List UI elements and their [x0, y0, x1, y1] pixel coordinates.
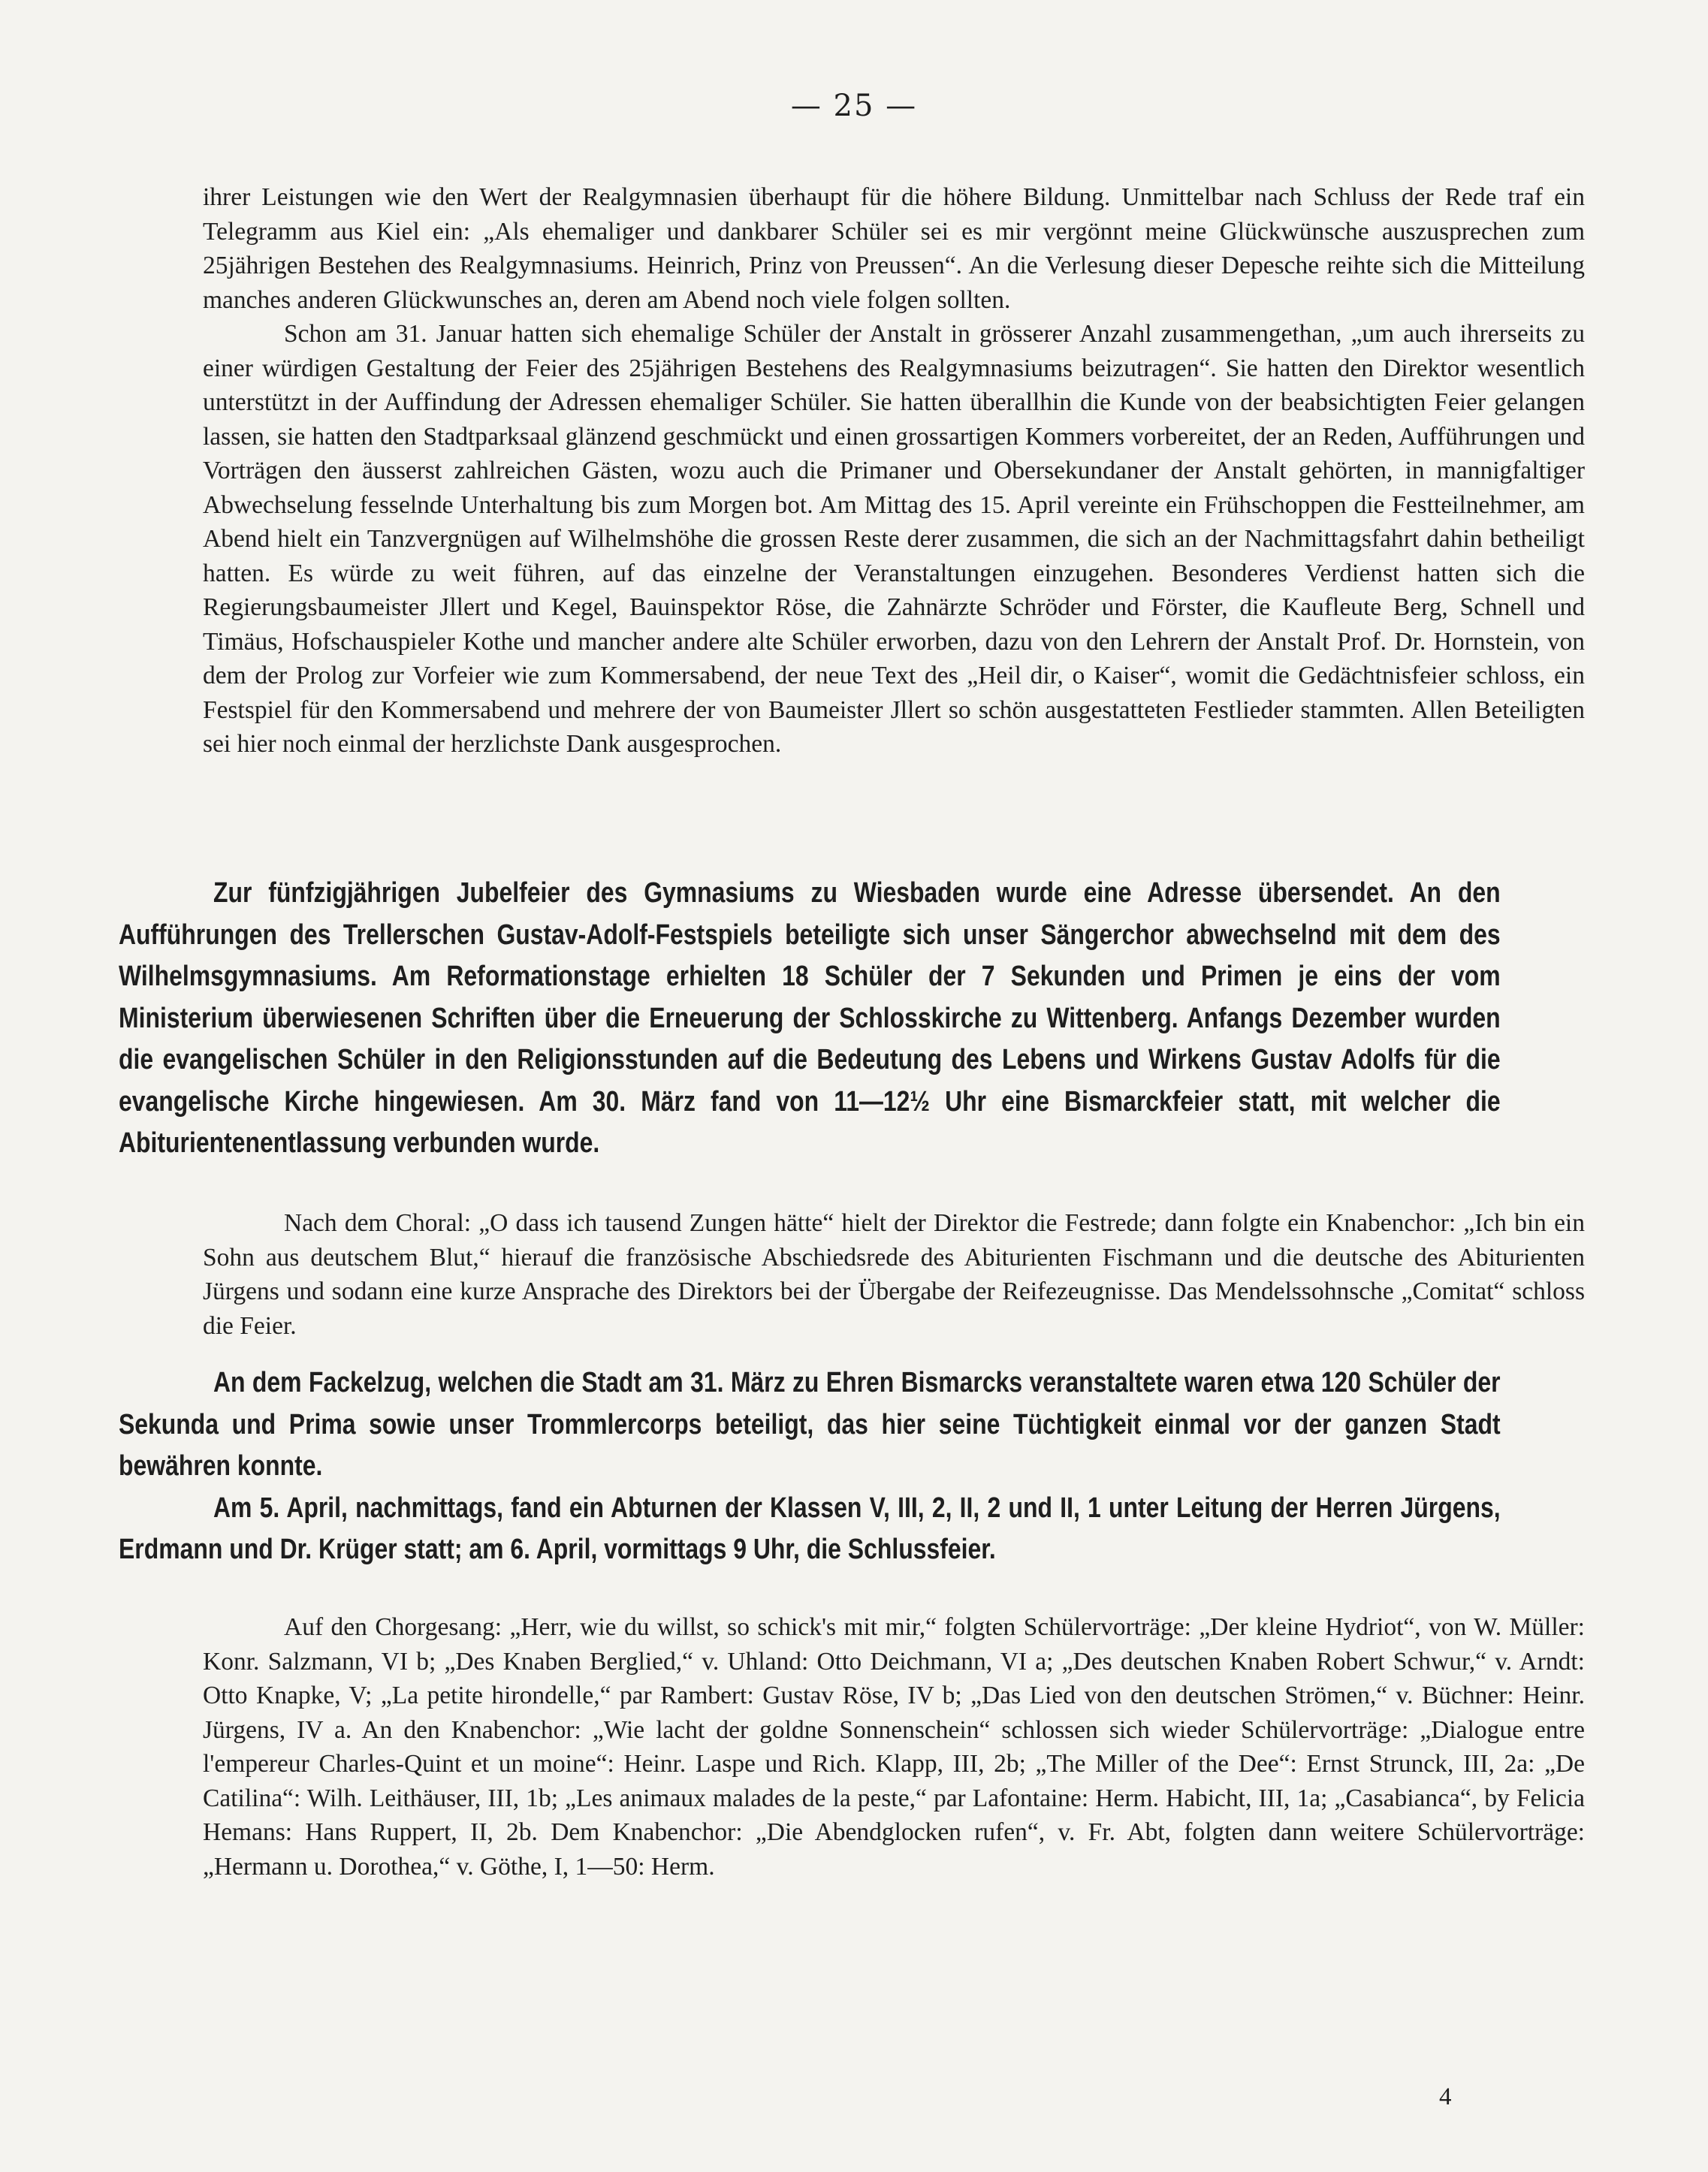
text-block-bismarck-ceremony	[203, 1206, 1585, 1343]
paragraph: An dem Fackelzug, welchen die Stadt am 31. März zu Ehren Bismarcks veranstaltete waren etwa 120 Schüler der Sekunda und Prima sowie unser Trommlercorps beteiligt, das hier seine Tüchtigkeit einmal vor der ganzen Stadt bewähren konnte.	[119, 1367, 1501, 1482]
paragraph: ihrer Leistungen wie den Wert der Realgymnasien überhaupt für die höhere Bildung. Unmittelbar nach Schluss der Rede traf ein Telegramm aus Kiel ein: „Als ehemaliger und dankbarer Schüler sei es mir vergönnt meine Glückwünsche auszusprechen zum 25jährigen Bestehen des Realgymnasiums. Heinrich, Prinz von Preussen“. An die Verlesung dieser Depesche reihte sich die Mitteilung manches anderen Glückwunsches an, deren am Abend noch viele folgen sollten.	[203, 183, 1585, 314]
paragraph: Auf den Chorgesang: „Herr, wie du willst, so schick's mit mir,“ folgten Schülervorträge: „Der kleine Hydriot“, von W. Müller: Konr. Salzmann, VI b; „Des Knaben Berglied,“ v. Uhland: Otto Deichmann, VI a; „Des deutschen Knaben Robert Schwur,“ v. Arndt: Otto Knapke, V; „La petite hirondelle,“ par Rambert: Gustav Röse, IV b; „Das Lied von den deutschen Strömen,“ v. Büchner: Heinr. Jürgens, IV a. An den Knabenchor: „Wie lacht der goldne Sonnenschein“ schlossen sich wieder Schülervorträge: „Dialogue entre l'empereur Charles-Quint et un moine“: Heinr. Laspe und Rich. Klapp, III, 2b; „The Miller of the Dee“: Ernst Strunck, III, 2a: „De Catilina“: Wilh. Leithäuser, III, 1b; „Les animaux malades de la peste,“ par Lafontaine: Herm. Habicht, III, 1a; „Casabianca“, by Felicia Hemans: Hans Ruppert, II, 2b. Dem Knabenchor: „Die Abendglocken rufen“, v. Fr. Abt, folgten dann weitere Schülervorträge: „Hermann u. Dorothea,“ v. Göthe, I, 1—50: Herm.	[203, 1613, 1585, 1881]
paragraph: Nach dem Choral: „O dass ich tausend Zungen hätte“ hielt der Direktor die Festrede; dann folgte ein Knabenchor: „Ich bin ein Sohn aus deutschem Blut,“ hierauf die französische Abschiedsrede des Abiturienten Fischmann und die deutsche des Abiturienten Jürgens und sodann eine kurze Ansprache des Direktors bei der Übergabe der Reifezeugnisse. Das Mendelssohnsche „Comitat“ schloss die Feier.	[203, 1209, 1585, 1340]
paragraph: Schon am 31. Januar hatten sich ehemalige Schüler der Anstalt in grösserer Anzahl zusammengethan, „um auch ihrerseits zu einer würdigen Gestaltung der Feier des 25jährigen Bestehens des Realgymnasiums beizutragen“. Sie hatten den Direktor wesentlich unterstützt in der Auffindung der Adressen ehemaliger Schüler. Sie hatten überallhin die Kunde von der beabsichtigten Feier gelangen lassen, sie hatten den Stadtparksaal glänzend geschmückt und einen grossartigen Kommers vorbereitet, der an Reden, Aufführungen und Vorträgen den äusserst zahlreichen Gästen, wozu auch die Primaner und Obersekundaner der Anstalt gehörten, in mannigfaltiger Abwechselung fesselnde Unterhaltung bis zum Morgen bot. Am Mittag des 15. April vereinte ein Frühschoppen die Festteilnehmer, am Abend hielt ein Tanzvergnügen auf Wilhelmshöhe die grossen Reste derer zusammen, die sich an der Nachmittagsfahrt dahin betheiligt hatten. Es würde zu weit führen, auf das einzelne der Veranstaltungen einzugehen. Besonderes Verdienst hatten sich die Regierungsbaumeister Jllert und Kegel, Bauinspektor Röse, die Zahnärzte Schröder und Förster, die Kaufleute Berg, Schnell und Timäus, Hofschauspieler Kothe und mancher andere alte Schüler erworben, dazu von den Lehrern der Anstalt Prof. Dr. Hornstein, von dem der Prolog zur Vorfeier wie zum Kommersabend, der neue Text des „Heil dir, o Kaiser“, womit die Gedächtnisfeier schloss, ein Festspiel für den Kommersabend und mehrere der von Baumeister Jllert so schön ausgestatteten Festlieder stammten. Allen Beteiligten sei hier noch einmal der herzlichste Dank ausgesprochen.	[203, 320, 1585, 758]
signature-mark: 4	[1439, 2083, 1452, 2110]
paragraph: Am 5. April, nachmittags, fand ein Abturnen der Klassen V, III, 2, II, 2 und II, 1 unter Leitung der Herren Jürgens, Erdmann und Dr. Krüger statt; am 6. April, vormittags 9 Uhr, die Schlussfeier.	[119, 1492, 1501, 1565]
paragraph: Zur fünfzigjährigen Jubelfeier des Gymnasiums zu Wiesbaden wurde eine Adresse übersendet. An den Aufführungen des Trellerschen Gustav-Adolf-Festspiels beteiligte sich unser Sängerchor abwechselnd mit dem des Wilhelmsgymnasiums. Am Reformationstage erhielten 18 Schüler der 7 Sekunden und Primen je eins der vom Ministerium überwiesenen Schriften über die Erneuerung der Schlosskirche zu Wittenberg. Anfangs Dezember wurden die evangelischen Schüler in den Religionsstunden auf die Bedeutung des Lebens und Wirkens Gustav Adolfs für die evangelische Kirche hingewiesen. Am 30. März fand von 11—12½ Uhr eine Bismarckfeier statt, mit welcher die Abiturientenentlassung verbunden wurde.	[119, 877, 1501, 1159]
text-block-closing-ceremony-program	[203, 1610, 1585, 1884]
text-block-jubilee-report	[203, 180, 1585, 762]
text-block-torchlight-and-gymnastics	[119, 1362, 1501, 1571]
page-number: — 25 —	[790, 89, 918, 123]
text-block-school-events	[119, 873, 1501, 1165]
